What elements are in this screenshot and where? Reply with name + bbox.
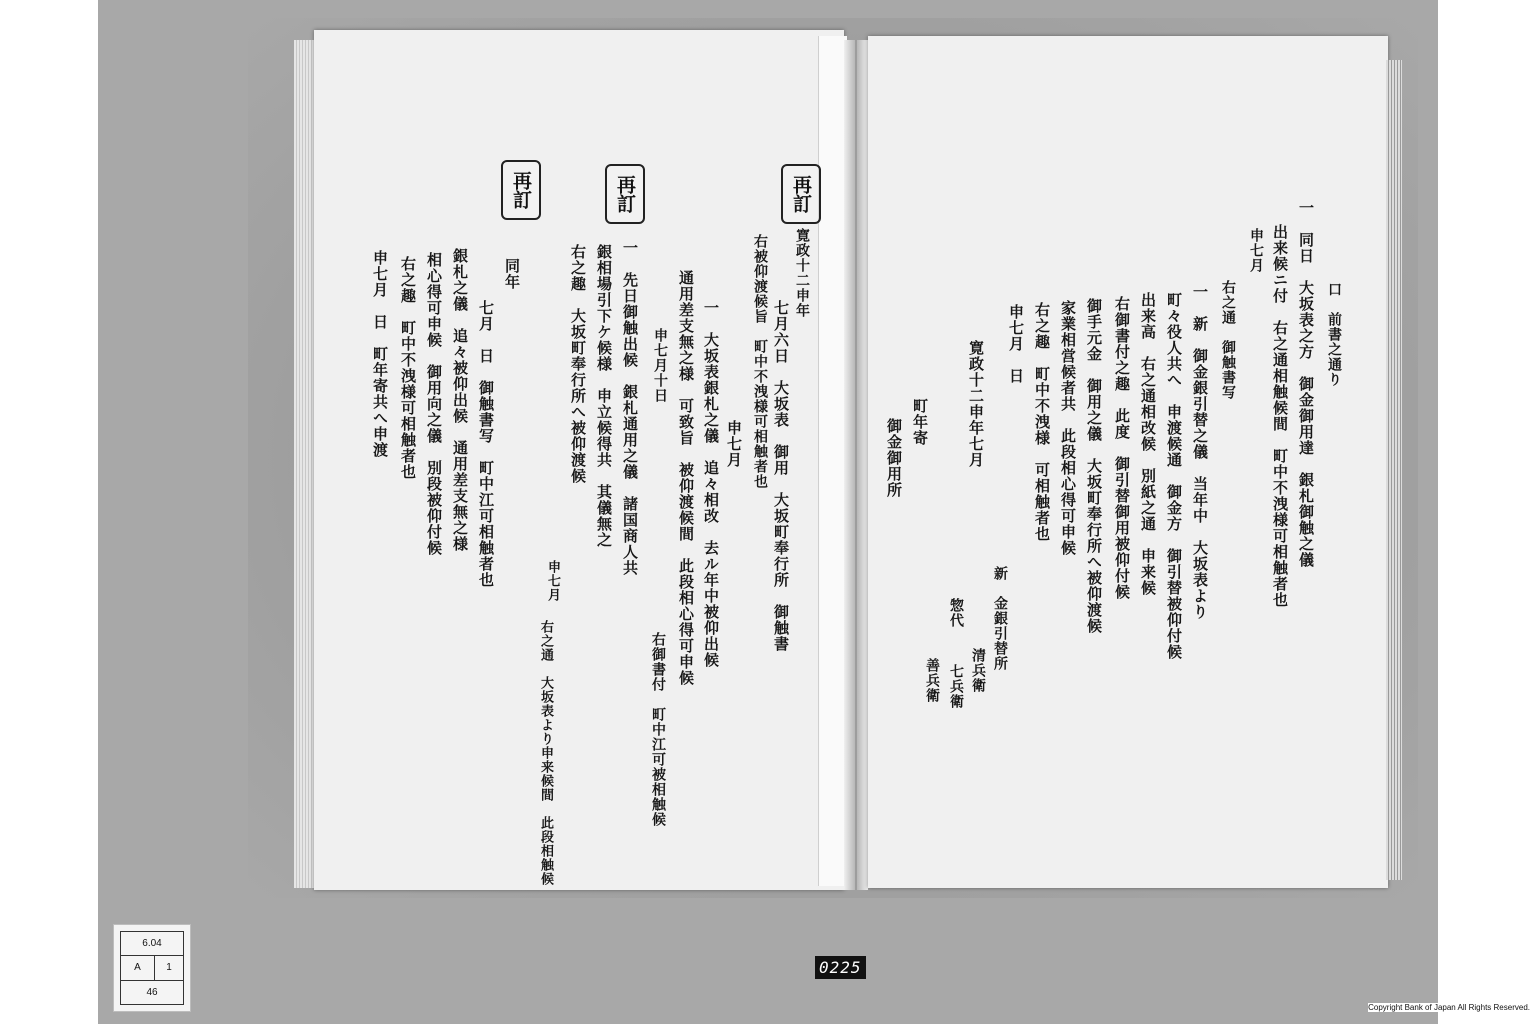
text-column: 右御書付 町中江可被相触候 bbox=[650, 632, 666, 827]
text-column: 右之通 御触書写 bbox=[1220, 280, 1236, 400]
text-column: 出来高 右之通相改候 別紙之通 申来候 bbox=[1139, 292, 1157, 596]
scan-background bbox=[98, 0, 1438, 1024]
text-column: 一 新 御金銀引替之儀 当年中 大坂表より bbox=[1191, 284, 1209, 620]
date-heading: 寛政十二申年 bbox=[794, 228, 810, 318]
right-page-edges bbox=[1386, 60, 1402, 880]
text-column: 通用差支無之様 可致旨 被仰渡候間 此段相心得可申候 bbox=[677, 270, 695, 686]
tab-strip bbox=[818, 36, 847, 886]
catalog-volume: 1 bbox=[154, 956, 183, 980]
frame-number: 0225 bbox=[815, 956, 866, 979]
text-column: 右御書付之趣 此度 御引替御用被仰付候 bbox=[1113, 296, 1131, 600]
text-column: 右之趣 町中不洩様可相触者也 bbox=[399, 256, 417, 480]
text-column: 一 先日御触出候 銀札通用之儀 諸国商人共 bbox=[621, 240, 639, 576]
copyright-notice: Copyright Bank of Japan All Rights Reserved. bbox=[1368, 1003, 1530, 1012]
catalog-item: 46 bbox=[121, 980, 184, 1004]
signatory-title: 惣代 bbox=[948, 598, 964, 628]
signatory-office: 新 金銀引替所 bbox=[992, 566, 1008, 671]
text-column: 町々役人共へ 申渡候通 御金方 御引替被仰付候 bbox=[1165, 292, 1183, 660]
text-column: 申七月 bbox=[545, 560, 560, 602]
text-column: 右之趣 町中不洩様 可相触者也 bbox=[1033, 302, 1051, 542]
text-column: 相心得可申候 御用向之儀 別段被仰付候 bbox=[425, 252, 443, 556]
catalog-label-table bbox=[120, 931, 184, 1005]
date-line: 寛政十二申年七月 bbox=[967, 340, 985, 468]
left-page-edges bbox=[294, 40, 316, 888]
signatory-name: 七兵衛 bbox=[948, 664, 964, 709]
text-column: 申七月 bbox=[725, 420, 743, 468]
text-column: 右之趣 大坂町奉行所へ被仰渡候 bbox=[569, 244, 587, 484]
text-column: 申七月十日 bbox=[652, 328, 668, 403]
text-column: 右被仰渡候旨 町中不洩様可相触者也 bbox=[752, 234, 768, 489]
text-column: 銀札之儀 追々被仰出候 通用差支無之様 bbox=[451, 248, 469, 552]
text-column: 七月六日 大坂表 御用 大坂町奉行所 御触書 bbox=[772, 300, 790, 652]
signature-office: 御金御用所 bbox=[885, 418, 903, 498]
text-column: 出来候ニ付 右之通相触候間 町中不洩様可相触者也 bbox=[1271, 224, 1289, 608]
signatory-name: 善兵衛 bbox=[924, 658, 940, 703]
text-column: 七月 日 御触書写 町中江可相触者也 bbox=[477, 300, 495, 588]
text-column: 口 前書之通り bbox=[1326, 282, 1342, 402]
catalog-code: 6.04 bbox=[121, 932, 184, 956]
book-spine bbox=[844, 40, 868, 890]
revision-stamp: 再訂 bbox=[781, 164, 821, 224]
text-column: 銀相場引下ケ候様 申立候得共 其儀無之 bbox=[595, 244, 613, 548]
text-column: 御手元金 御用之儀 大坂町奉行所へ被仰渡候 bbox=[1085, 298, 1103, 634]
text-column: 申七月 日 町年寄共へ申渡 bbox=[371, 250, 389, 458]
text-column: 申七月 bbox=[1248, 228, 1264, 273]
revision-stamp: 再訂 bbox=[501, 160, 541, 220]
catalog-label bbox=[113, 924, 191, 1012]
text-column: 一 同日 大坂表之方 御金御用達 銀札御触之儀 bbox=[1297, 200, 1315, 568]
text-column: 右之通 大坂表より申来候間 此段相触候 bbox=[538, 620, 553, 886]
signatory-name: 清兵衛 bbox=[970, 648, 986, 693]
text-column: 家業相営候者共 此段相心得可申候 bbox=[1059, 300, 1077, 556]
signature-office: 町年寄 bbox=[911, 398, 929, 446]
text-column: 同年 bbox=[503, 258, 521, 290]
text-column: 申七月 日 bbox=[1007, 304, 1025, 384]
text-column: 一 大坂表銀札之儀 追々相改 去ル年中被仰出候 bbox=[702, 300, 720, 668]
catalog-series: A bbox=[121, 956, 155, 980]
revision-stamp: 再訂 bbox=[605, 164, 645, 224]
